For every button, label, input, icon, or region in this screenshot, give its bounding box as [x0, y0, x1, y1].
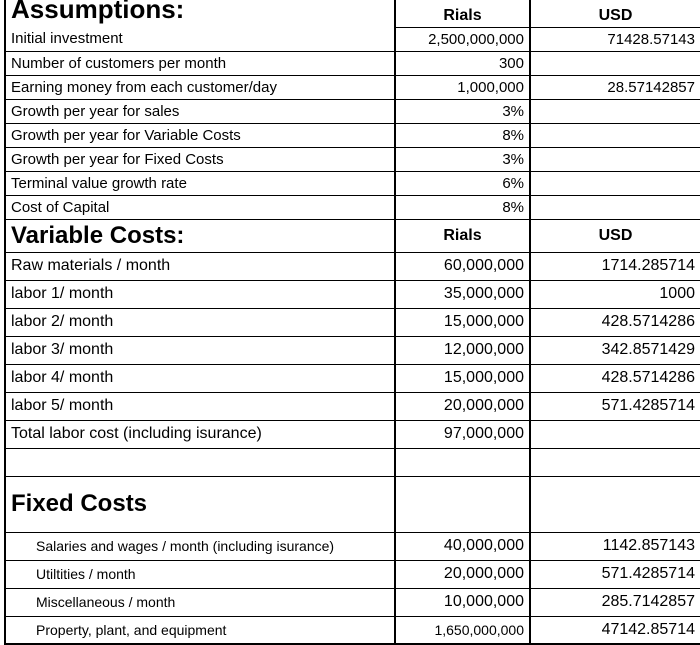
- assumptions-title[interactable]: Assumptions:: [5, 0, 395, 27]
- usd-value-cell[interactable]: 71428.57143: [530, 27, 700, 51]
- usd-value-cell[interactable]: [530, 147, 700, 171]
- table-row: [5, 616, 700, 644]
- variable-costs-header-row: [5, 220, 700, 252]
- table-row: [5, 420, 700, 448]
- row-label-cell[interactable]: Growth per year for Variable Costs: [5, 123, 395, 147]
- rials-value-cell[interactable]: 3%: [395, 99, 530, 123]
- rials-value-cell[interactable]: 35,000,000: [395, 280, 530, 308]
- row-label-cell[interactable]: Utiltities / month: [5, 560, 395, 588]
- table-row: [5, 364, 700, 392]
- usd-value-cell[interactable]: [530, 195, 700, 219]
- row-label-cell[interactable]: labor 3/ month: [5, 336, 395, 364]
- fixed-costs-title[interactable]: Fixed Costs: [5, 476, 395, 532]
- table-row: [5, 27, 700, 51]
- row-label-cell[interactable]: Number of customers per month: [5, 51, 395, 75]
- usd-value-cell[interactable]: 428.5714286: [530, 364, 700, 392]
- table-row: [5, 280, 700, 308]
- row-label-cell[interactable]: Property, plant, and equipment: [5, 616, 395, 644]
- usd-value-cell[interactable]: 1714.285714: [530, 252, 700, 280]
- empty-cell[interactable]: [395, 448, 530, 476]
- column-header-usd[interactable]: USD: [530, 220, 700, 252]
- row-label-cell[interactable]: Terminal value growth rate: [5, 171, 395, 195]
- row-label-cell[interactable]: Growth per year for Fixed Costs: [5, 147, 395, 171]
- row-label-cell[interactable]: Total labor cost (including isurance): [5, 420, 395, 448]
- usd-value-cell[interactable]: [530, 171, 700, 195]
- row-label-cell[interactable]: Initial investment: [5, 27, 395, 51]
- table-row: [5, 560, 700, 588]
- usd-value-cell[interactable]: 1000: [530, 280, 700, 308]
- row-label-cell[interactable]: Growth per year for sales: [5, 99, 395, 123]
- table-row: [5, 147, 700, 171]
- rials-value-cell[interactable]: 10,000,000: [395, 588, 530, 616]
- row-label-cell[interactable]: labor 2/ month: [5, 308, 395, 336]
- usd-value-cell[interactable]: 47142.85714: [530, 616, 700, 644]
- usd-value-cell[interactable]: [530, 420, 700, 448]
- table-row: [5, 51, 700, 75]
- row-label-cell[interactable]: Miscellaneous / month: [5, 588, 395, 616]
- row-label-cell[interactable]: Earning money from each customer/day: [5, 75, 395, 99]
- usd-value-cell[interactable]: 571.4285714: [530, 560, 700, 588]
- empty-cell[interactable]: [5, 448, 395, 476]
- fixed-costs-header-row: [5, 476, 700, 532]
- rials-value-cell[interactable]: 3%: [395, 147, 530, 171]
- rials-value-cell[interactable]: 8%: [395, 123, 530, 147]
- rials-value-cell[interactable]: 8%: [395, 195, 530, 219]
- table-row: [5, 99, 700, 123]
- assumptions-header-row: [5, 0, 700, 27]
- rials-value-cell[interactable]: 300: [395, 51, 530, 75]
- usd-value-cell[interactable]: [530, 51, 700, 75]
- table-row: [5, 252, 700, 280]
- empty-cell[interactable]: [530, 448, 700, 476]
- usd-value-cell[interactable]: 1142.857143: [530, 532, 700, 560]
- rials-value-cell[interactable]: 6%: [395, 171, 530, 195]
- rials-value-cell[interactable]: 20,000,000: [395, 560, 530, 588]
- usd-value-cell[interactable]: 28.57142857: [530, 75, 700, 99]
- row-label-cell[interactable]: labor 5/ month: [5, 392, 395, 420]
- rials-value-cell[interactable]: 60,000,000: [395, 252, 530, 280]
- table-row: [5, 336, 700, 364]
- row-label-cell[interactable]: Raw materials / month: [5, 252, 395, 280]
- blank-row: [5, 448, 700, 476]
- rials-value-cell[interactable]: 15,000,000: [395, 308, 530, 336]
- row-label-cell[interactable]: labor 1/ month: [5, 280, 395, 308]
- table-row: [5, 532, 700, 560]
- rials-value-cell[interactable]: 40,000,000: [395, 532, 530, 560]
- rials-value-cell[interactable]: 97,000,000: [395, 420, 530, 448]
- column-header-usd[interactable]: USD: [530, 0, 700, 27]
- table-row: [5, 171, 700, 195]
- table-row: [5, 392, 700, 420]
- empty-cell[interactable]: [395, 476, 530, 532]
- column-header-rials[interactable]: Rials: [395, 0, 530, 27]
- empty-cell[interactable]: [530, 476, 700, 532]
- variable-and-fixed-costs-table: [4, 220, 700, 645]
- assumptions-table: [4, 0, 700, 220]
- variable-costs-title[interactable]: Variable Costs:: [5, 220, 395, 252]
- rials-value-cell[interactable]: 15,000,000: [395, 364, 530, 392]
- table-row: [5, 123, 700, 147]
- table-row: [5, 75, 700, 99]
- rials-value-cell[interactable]: 2,500,000,000: [395, 27, 530, 51]
- table-row: [5, 195, 700, 219]
- usd-value-cell[interactable]: [530, 99, 700, 123]
- row-label-cell[interactable]: Cost of Capital: [5, 195, 395, 219]
- usd-value-cell[interactable]: [530, 123, 700, 147]
- rials-value-cell[interactable]: 1,650,000,000: [395, 616, 530, 644]
- usd-value-cell[interactable]: 571.4285714: [530, 392, 700, 420]
- table-row: [5, 588, 700, 616]
- usd-value-cell[interactable]: 285.7142857: [530, 588, 700, 616]
- rials-value-cell[interactable]: 12,000,000: [395, 336, 530, 364]
- table-row: [5, 308, 700, 336]
- column-header-rials[interactable]: Rials: [395, 220, 530, 252]
- usd-value-cell[interactable]: 428.5714286: [530, 308, 700, 336]
- rials-value-cell[interactable]: 1,000,000: [395, 75, 530, 99]
- rials-value-cell[interactable]: 20,000,000: [395, 392, 530, 420]
- row-label-cell[interactable]: Salaries and wages / month (including isurance): [5, 532, 395, 560]
- row-label-cell[interactable]: labor 4/ month: [5, 364, 395, 392]
- usd-value-cell[interactable]: 342.8571429: [530, 336, 700, 364]
